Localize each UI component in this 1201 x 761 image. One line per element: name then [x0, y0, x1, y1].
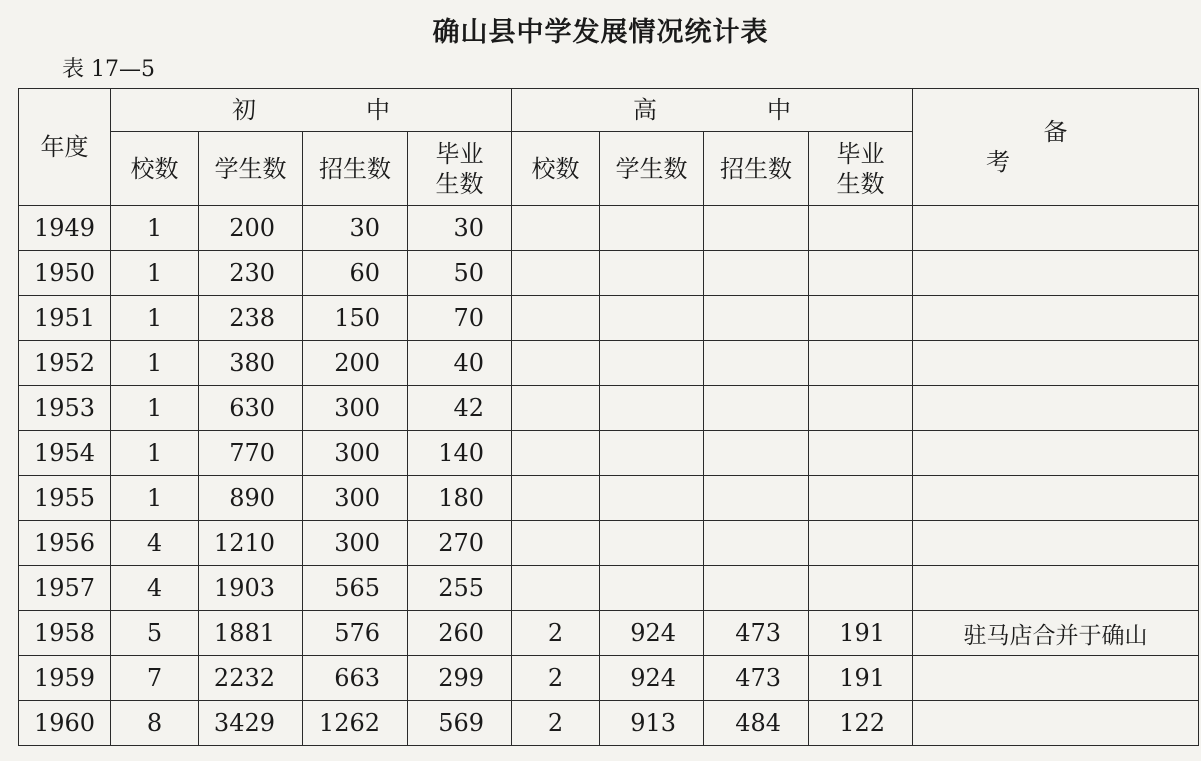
cell-note	[913, 431, 1199, 476]
cell-jr-graduates: 255	[408, 566, 512, 611]
cell-sr-students	[600, 296, 704, 341]
cell-jr-schools: 5	[111, 611, 199, 656]
cell-sr-students: 913	[600, 701, 704, 746]
header-year: 年度	[19, 89, 111, 206]
cell-jr-enrolled: 300	[303, 476, 408, 521]
cell-sr-schools	[512, 566, 600, 611]
header-note	[913, 89, 1199, 206]
cell-jr-enrolled: 565	[303, 566, 408, 611]
cell-jr-students: 230	[199, 251, 303, 296]
cell-sr-enrolled	[704, 296, 809, 341]
cell-sr-schools: 2	[512, 656, 600, 701]
cell-jr-enrolled: 300	[303, 386, 408, 431]
header-senior-label: 高中	[633, 96, 901, 124]
table-row	[19, 386, 1199, 431]
cell-jr-schools: 8	[111, 701, 199, 746]
cell-jr-schools: 7	[111, 656, 199, 701]
cell-jr-enrolled: 663	[303, 656, 408, 701]
cell-jr-students: 630	[199, 386, 303, 431]
cell-jr-enrolled: 30	[303, 206, 408, 251]
cell-jr-students: 380	[199, 341, 303, 386]
cell-jr-graduates: 70	[408, 296, 512, 341]
cell-sr-students	[600, 251, 704, 296]
cell-note	[913, 476, 1199, 521]
cell-jr-schools: 1	[111, 431, 199, 476]
cell-jr-graduates: 299	[408, 656, 512, 701]
cell-jr-students: 238	[199, 296, 303, 341]
cell-jr-graduates: 30	[408, 206, 512, 251]
cell-sr-enrolled: 473	[704, 611, 809, 656]
table-row	[19, 431, 1199, 476]
cell-note	[913, 206, 1199, 251]
cell-sr-enrolled	[704, 566, 809, 611]
cell-jr-enrolled: 300	[303, 431, 408, 476]
cell-sr-schools: 2	[512, 611, 600, 656]
cell-sr-graduates	[809, 566, 913, 611]
cell-sr-enrolled	[704, 341, 809, 386]
cell-sr-schools	[512, 341, 600, 386]
table-body	[19, 206, 1199, 746]
cell-sr-schools	[512, 521, 600, 566]
cell-jr-students: 1903	[199, 566, 303, 611]
header-sr-schools: 校数	[512, 132, 600, 206]
cell-year: 1960	[19, 701, 111, 746]
cell-jr-schools: 1	[111, 386, 199, 431]
cell-year: 1952	[19, 341, 111, 386]
cell-sr-schools: 2	[512, 701, 600, 746]
cell-jr-enrolled: 150	[303, 296, 408, 341]
cell-jr-students: 890	[199, 476, 303, 521]
cell-sr-graduates	[809, 521, 913, 566]
cell-jr-enrolled: 576	[303, 611, 408, 656]
cell-jr-graduates: 180	[408, 476, 512, 521]
header-jr-graduates: 毕业生数	[408, 132, 512, 206]
cell-year: 1951	[19, 296, 111, 341]
cell-sr-enrolled	[704, 386, 809, 431]
cell-year: 1949	[19, 206, 111, 251]
cell-jr-schools: 4	[111, 566, 199, 611]
cell-sr-graduates	[809, 296, 913, 341]
cell-sr-students: 924	[600, 611, 704, 656]
table-row	[19, 476, 1199, 521]
cell-note	[913, 296, 1199, 341]
cell-jr-graduates: 50	[408, 251, 512, 296]
cell-sr-students	[600, 476, 704, 521]
table-row	[19, 206, 1199, 251]
cell-jr-graduates: 569	[408, 701, 512, 746]
cell-jr-students: 2232	[199, 656, 303, 701]
statistics-table	[18, 88, 1199, 746]
cell-sr-graduates	[809, 341, 913, 386]
cell-jr-enrolled: 60	[303, 251, 408, 296]
cell-sr-schools	[512, 476, 600, 521]
cell-sr-students	[600, 386, 704, 431]
cell-jr-schools: 1	[111, 476, 199, 521]
header-senior	[512, 89, 913, 132]
cell-note	[913, 656, 1199, 701]
table-row	[19, 341, 1199, 386]
cell-sr-enrolled	[704, 521, 809, 566]
cell-jr-students: 1210	[199, 521, 303, 566]
cell-year: 1950	[19, 251, 111, 296]
cell-sr-schools	[512, 251, 600, 296]
table-row	[19, 611, 1199, 656]
cell-note	[913, 566, 1199, 611]
header-jr-enrolled: 招生数	[303, 132, 408, 206]
cell-year: 1955	[19, 476, 111, 521]
header-sr-students: 学生数	[600, 132, 704, 206]
cell-jr-graduates: 40	[408, 341, 512, 386]
cell-sr-graduates	[809, 251, 913, 296]
cell-sr-students	[600, 206, 704, 251]
table-number: 表 17—5	[62, 57, 155, 82]
cell-jr-schools: 4	[111, 521, 199, 566]
cell-sr-graduates	[809, 206, 913, 251]
cell-jr-enrolled: 300	[303, 521, 408, 566]
cell-year: 1956	[19, 521, 111, 566]
cell-jr-schools: 1	[111, 296, 199, 341]
header-jr-schools: 校数	[111, 132, 199, 206]
cell-note	[913, 386, 1199, 431]
cell-note	[913, 251, 1199, 296]
cell-sr-students	[600, 341, 704, 386]
table-row	[19, 296, 1199, 341]
cell-jr-students: 3429	[199, 701, 303, 746]
cell-sr-enrolled	[704, 476, 809, 521]
table-row	[19, 251, 1199, 296]
cell-sr-graduates: 191	[809, 656, 913, 701]
cell-jr-enrolled: 1262	[303, 701, 408, 746]
cell-sr-enrolled	[704, 251, 809, 296]
table-title: 确山县中学发展情况统计表	[432, 17, 769, 48]
table-row	[19, 701, 1199, 746]
cell-year: 1959	[19, 656, 111, 701]
table-header	[19, 89, 1199, 206]
header-sr-enrolled: 招生数	[704, 132, 809, 206]
cell-sr-students: 924	[600, 656, 704, 701]
cell-sr-schools	[512, 296, 600, 341]
cell-jr-schools: 1	[111, 341, 199, 386]
cell-sr-schools	[512, 431, 600, 476]
cell-sr-graduates	[809, 386, 913, 431]
header-junior-label: 初中	[232, 96, 500, 124]
cell-jr-graduates: 270	[408, 521, 512, 566]
table-row	[19, 566, 1199, 611]
cell-note	[913, 701, 1199, 746]
cell-jr-students: 1881	[199, 611, 303, 656]
header-note-label: 备考	[986, 118, 1183, 176]
header-sr-graduates: 毕业生数	[809, 132, 913, 206]
cell-sr-graduates	[809, 476, 913, 521]
cell-note: 驻马店合并于确山	[913, 611, 1199, 656]
cell-jr-graduates: 260	[408, 611, 512, 656]
cell-sr-enrolled	[704, 206, 809, 251]
cell-sr-graduates: 122	[809, 701, 913, 746]
cell-year: 1957	[19, 566, 111, 611]
cell-note	[913, 341, 1199, 386]
cell-jr-students: 770	[199, 431, 303, 476]
cell-sr-students	[600, 431, 704, 476]
cell-sr-schools	[512, 386, 600, 431]
cell-sr-enrolled	[704, 431, 809, 476]
cell-sr-students	[600, 566, 704, 611]
cell-sr-graduates	[809, 431, 913, 476]
table-row	[19, 521, 1199, 566]
cell-sr-schools	[512, 206, 600, 251]
cell-note	[913, 521, 1199, 566]
cell-year: 1958	[19, 611, 111, 656]
table-row	[19, 656, 1199, 701]
cell-jr-students: 200	[199, 206, 303, 251]
cell-jr-graduates: 140	[408, 431, 512, 476]
cell-year: 1953	[19, 386, 111, 431]
header-junior	[111, 89, 512, 132]
cell-jr-schools: 1	[111, 206, 199, 251]
cell-sr-enrolled: 473	[704, 656, 809, 701]
cell-jr-schools: 1	[111, 251, 199, 296]
cell-sr-graduates: 191	[809, 611, 913, 656]
cell-sr-enrolled: 484	[704, 701, 809, 746]
cell-sr-students	[600, 521, 704, 566]
header-jr-students: 学生数	[199, 132, 303, 206]
cell-jr-enrolled: 200	[303, 341, 408, 386]
cell-year: 1954	[19, 431, 111, 476]
cell-jr-graduates: 42	[408, 386, 512, 431]
